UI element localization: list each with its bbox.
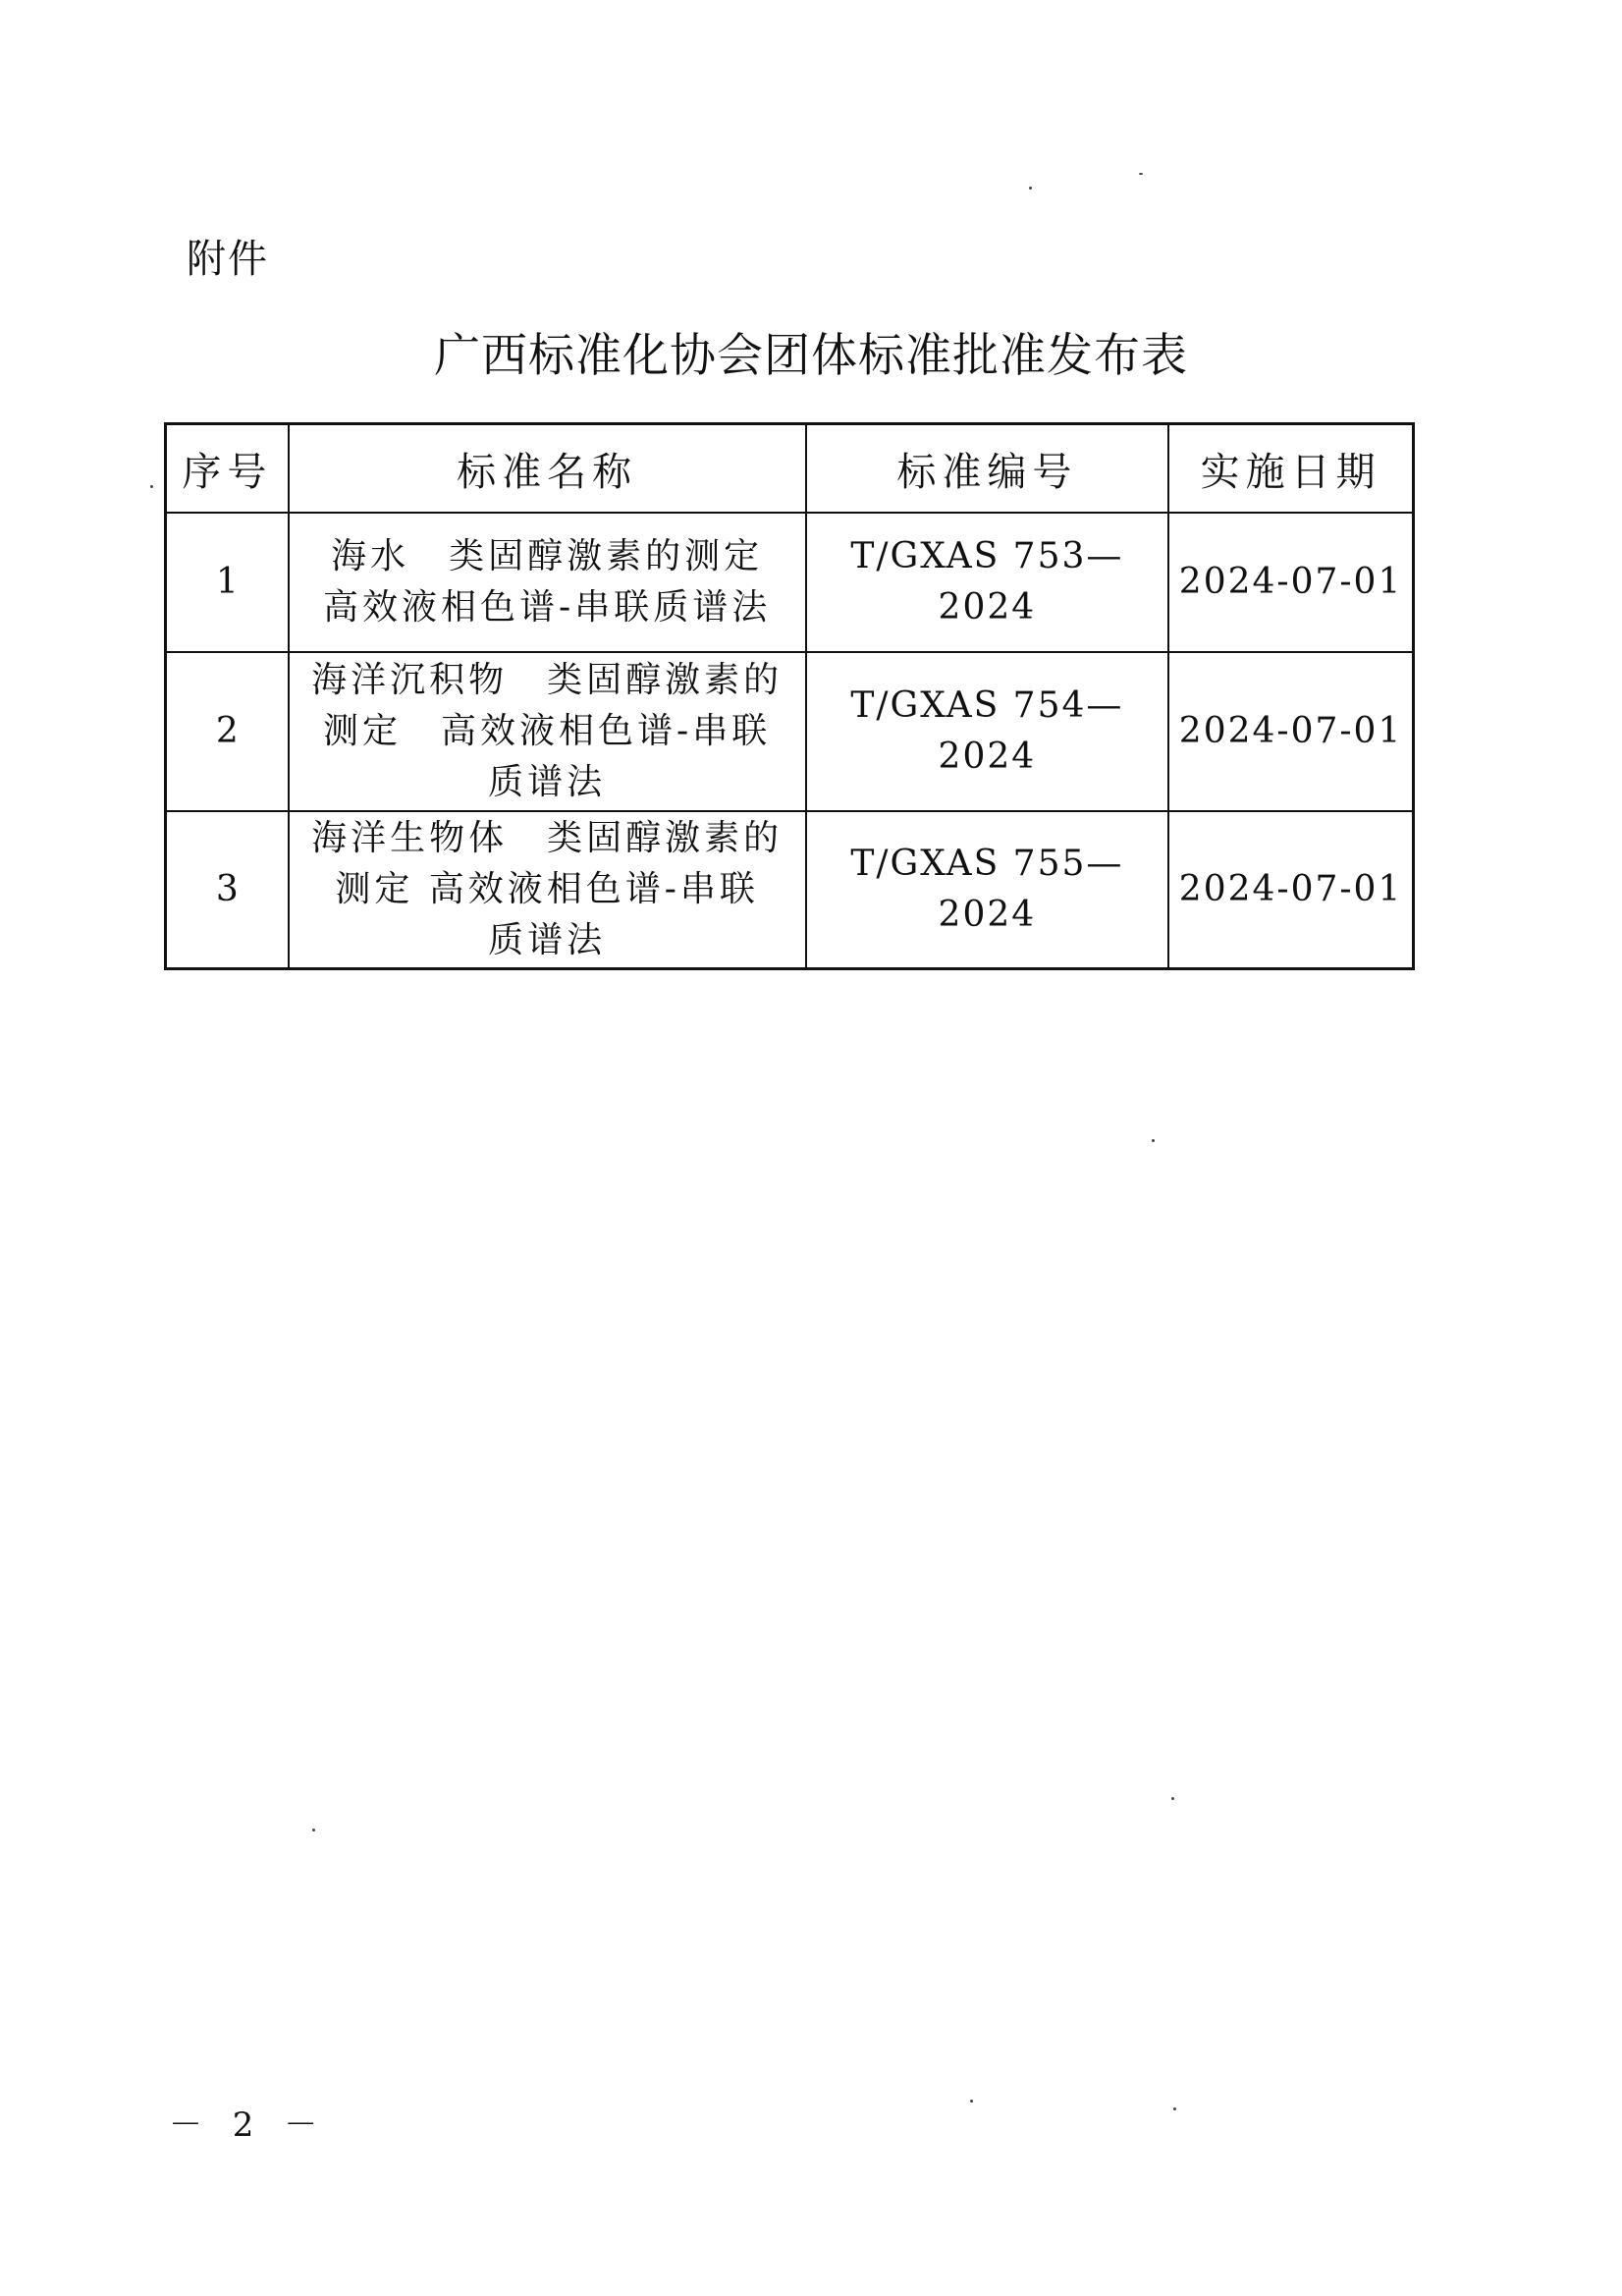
- table-row: [166, 652, 1414, 811]
- standard-name-cell: [289, 513, 806, 652]
- table-row: [166, 811, 1414, 969]
- effective-date-cell: 2024-07-01: [1168, 513, 1413, 652]
- scan-speck: [1029, 187, 1032, 190]
- scan-speck: [970, 2100, 973, 2103]
- standard-name-line: 质谱法: [488, 762, 607, 802]
- scan-speck: [312, 1829, 315, 1831]
- standards-table: [164, 422, 1415, 970]
- serial-number-cell: 3: [166, 811, 289, 969]
- standard-name-line: 测定 高效液相色谱-串联: [323, 711, 772, 751]
- header-effective-date: 实施日期: [1168, 424, 1413, 514]
- header-serial-number: 序号: [166, 424, 289, 514]
- standard-name-line: 海洋沉积物 类固醇激素的: [311, 660, 784, 700]
- standard-name-line: 海洋生物体 类固醇激素的: [311, 818, 784, 858]
- serial-number-cell: 1: [166, 513, 289, 652]
- table-header-row: [166, 424, 1414, 514]
- header-standard-name: 标准名称: [289, 424, 806, 514]
- attachment-label: 附件: [187, 237, 269, 282]
- document-title: 广西标准化协会团体标准批准发布表: [434, 329, 1188, 383]
- standard-name-line: 海水 类固醇激素的测定: [331, 536, 764, 576]
- standard-code-cell: T/GXAS 754—2024: [806, 652, 1169, 811]
- standard-name-line: 测定 高效液相色谱-串联: [335, 869, 759, 909]
- scan-speck: [1139, 173, 1143, 175]
- standard-name-cell: [289, 811, 806, 969]
- serial-number-cell: 2: [166, 652, 289, 811]
- header-standard-code: 标准编号: [806, 424, 1169, 514]
- standard-name-line: 质谱法: [488, 920, 607, 960]
- effective-date-cell: 2024-07-01: [1168, 652, 1413, 811]
- page-number: － 2 －: [169, 2105, 328, 2145]
- table-row: [166, 513, 1414, 652]
- standard-name-line: 高效液相色谱-串联质谱法: [323, 587, 772, 628]
- standard-code-cell: T/GXAS 753—2024: [806, 513, 1169, 652]
- scan-speck: [1173, 2107, 1176, 2110]
- scan-speck: [150, 485, 153, 488]
- scan-speck: [1171, 1797, 1174, 1800]
- standard-code-cell: T/GXAS 755—2024: [806, 811, 1169, 969]
- effective-date-cell: 2024-07-01: [1168, 811, 1413, 969]
- standard-name-cell: [289, 652, 806, 811]
- scan-speck: [1152, 1139, 1155, 1142]
